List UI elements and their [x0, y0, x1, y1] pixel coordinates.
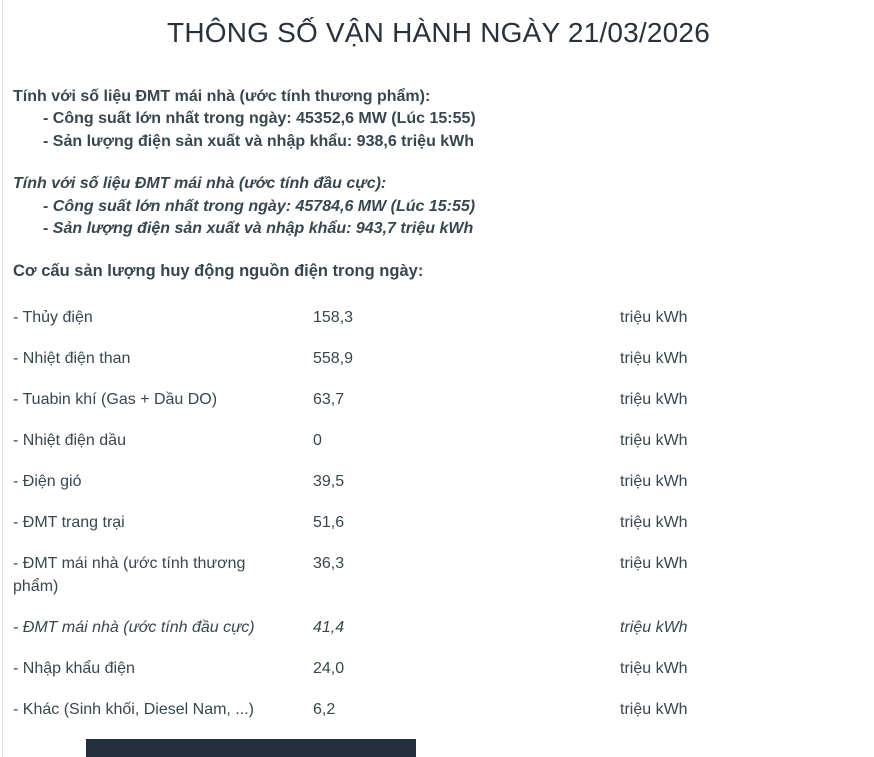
row-label: - Tuabin khí (Gas + Dầu DO) [13, 391, 218, 409]
section-heading: Cơ cấu sản lượng huy động nguồn điện trong ngày: [13, 262, 424, 281]
summary-item-max-power: - Công suất lớn nhất trong ngày: 45352,6 MW (Lúc 15:55) [43, 110, 476, 128]
row-label: - Nhập khẩu điện [13, 660, 135, 678]
row-unit: triệu kWh [620, 514, 688, 532]
summary-item-energy: - Sản lượng điện sản xuất và nhập khẩu: 943,7 triệu kWh [43, 220, 474, 238]
footer-bar [86, 739, 416, 757]
summary-section-commercial [3, 86, 874, 153]
row-value: 41,4 [313, 619, 345, 637]
row-value: 63,7 [313, 391, 345, 409]
summary-header: Tính với số liệu ĐMT mái nhà (ước tính thương phẩm): [13, 88, 431, 105]
table-row [13, 616, 874, 639]
row-label: - Nhiệt điện than [13, 350, 131, 368]
row-label: - ĐMT trang trại [13, 514, 125, 532]
row-label: - Nhiệt điện dầu [13, 432, 126, 450]
row-unit: triệu kWh [620, 309, 688, 327]
row-unit: triệu kWh [620, 350, 688, 368]
row-value: 158,3 [313, 309, 354, 327]
row-value: 24,0 [313, 660, 345, 678]
table-row [13, 698, 874, 721]
summary-item-max-power: - Công suất lớn nhất trong ngày: 45784,6 MW (Lúc 15:55) [43, 197, 476, 215]
row-value: 39,5 [313, 473, 345, 491]
row-value: 6,2 [313, 701, 336, 719]
row-value: 558,9 [313, 350, 354, 368]
source-table [3, 306, 874, 721]
summary-item-energy: - Sản lượng điện sản xuất và nhập khẩu: 938,6 triệu kWh [43, 132, 475, 150]
page-title: THÔNG SỐ VẬN HÀNH NGÀY 21/03/2026 [167, 17, 710, 48]
row-value: 0 [313, 432, 322, 450]
row-label: - Điện gió [13, 473, 82, 491]
row-label: - ĐMT mái nhà (ước tính đầu cực) [13, 619, 255, 637]
table-row [13, 552, 874, 598]
row-label: - ĐMT mái nhà (ước tính thương phẩm) [13, 555, 246, 596]
row-unit: triệu kWh [620, 701, 688, 719]
table-row [13, 429, 874, 452]
row-label: - Khác (Sinh khối, Diesel Nam, ...) [13, 701, 254, 719]
row-unit: triệu kWh [620, 660, 688, 678]
table-row [13, 657, 874, 680]
row-value: 36,3 [313, 555, 345, 573]
report-page [2, 0, 874, 757]
table-row [13, 388, 874, 411]
table-row [13, 511, 874, 534]
row-unit: triệu kWh [620, 391, 688, 409]
table-row [13, 306, 874, 329]
row-unit: triệu kWh [620, 473, 688, 491]
summary-header: Tính với số liệu ĐMT mái nhà (ước tính đầu cực): [13, 175, 387, 193]
summary-section-terminal [3, 173, 874, 240]
row-value: 51,6 [313, 514, 345, 532]
row-unit: triệu kWh [620, 555, 688, 573]
row-label: - Thủy điện [13, 309, 93, 327]
table-row [13, 470, 874, 493]
table-row [13, 347, 874, 370]
row-unit: triệu kWh [620, 432, 688, 450]
row-unit: triệu kWh [620, 619, 688, 637]
